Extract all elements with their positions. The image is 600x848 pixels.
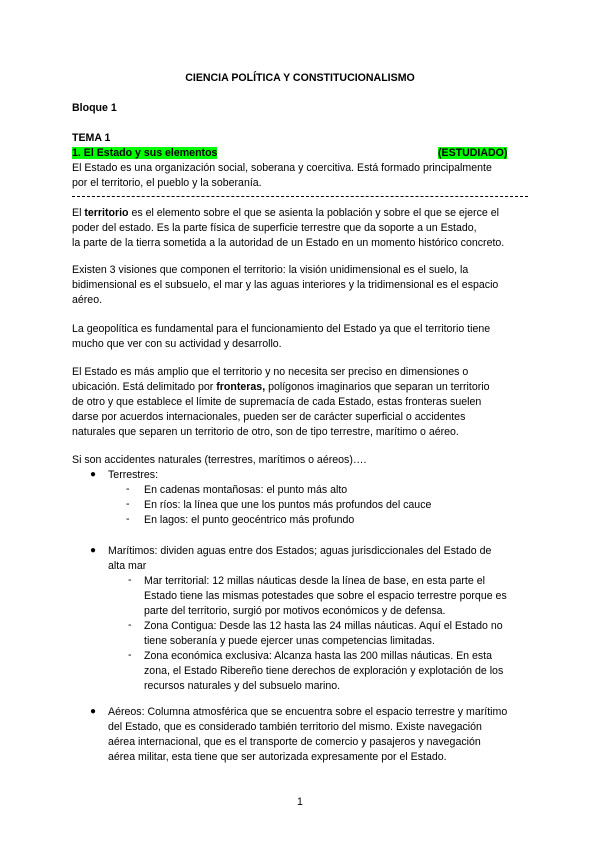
dash-icon: -: [128, 649, 132, 661]
terrestres-label: Terrestres:: [108, 469, 159, 481]
dash-icon: -: [126, 513, 130, 525]
fronteras-line: El Estado es más amplio que el territorio y no necesita ser preciso en dimensiones o: [72, 366, 469, 378]
maritimos-item: parte del territorio, surgió por motivos económicos y de defensa.: [144, 605, 446, 617]
page-number: 1: [297, 796, 303, 808]
status-tag: (ESTUDIADO): [438, 147, 508, 159]
visions-line: aéreo.: [72, 294, 103, 306]
dash-icon: -: [126, 498, 130, 510]
section-heading-row: [72, 146, 217, 161]
terrestres-item: En lagos: el punto geocéntrico más profundo: [144, 514, 355, 526]
document-title: CIENCIA POLÍTICA Y CONSTITUCIONALISMO: [185, 72, 415, 84]
block-heading: Bloque 1: [72, 102, 117, 114]
aereos-line: aérea internacional, que es el transporte de comercio y pasajeros y navegación: [108, 736, 481, 748]
intro-line: El Estado es una organización social, soberana y coercitiva. Está formado principalmente: [72, 162, 492, 174]
visions-line: bidimensional es el subsuelo, el mar y las aguas interiores y la tridimensional es el espacio: [72, 279, 499, 291]
maritimos-item: Mar territorial: 12 millas náuticas desde la línea de base, en esta parte el: [144, 575, 485, 587]
visions-line: Existen 3 visiones que componen el territorio: la visión unidimensional es el suelo, la: [72, 264, 469, 276]
territorio-paragraph-line: poder del estado. Es la parte física de superficie terrestre que da soporte a un Estado,: [72, 222, 477, 234]
aereos-line: Aéreos: Columna atmosférica que se encuentra sobre el espacio terrestre y marítimo: [108, 706, 508, 718]
intro-line: por el territorio, el pueblo y la soberanía.: [72, 177, 262, 189]
status-tag-row: [438, 146, 507, 161]
maritimos-item: Zona Contigua: Desde las 12 hasta las 24 millas náuticas. Aquí el Estado no: [144, 620, 503, 632]
geopolitica-line: mucho que ver con su actividad y desarrollo.: [72, 338, 282, 350]
terrestres-item: En ríos: la línea que une los puntos más profundos del cauce: [144, 499, 432, 511]
maritimos-label: alta mar: [108, 560, 147, 572]
dash-icon: -: [126, 483, 130, 495]
territorio-paragraph-line: El territorio es el elemento sobre el que se asienta la población y sobre el que se ejerce el: [72, 207, 499, 219]
fronteras-line: ubicación. Está delimitado por fronteras, polígonos imaginarios que separan un territorio: [72, 381, 490, 393]
section-divider: [72, 196, 528, 197]
geopolitica-line: La geopolítica es fundamental para el funcionamiento del Estado ya que el territorio tiene: [72, 323, 491, 335]
accidentes-intro: Si son accidentes naturales (terrestres, marítimos o aéreos)….: [72, 454, 367, 466]
maritimos-item: tiene soberanía y puede ejercer unas competencias limitadas.: [144, 635, 435, 647]
section-heading: 1. El Estado y sus elementos: [72, 147, 218, 159]
bullet-icon: ●: [90, 469, 97, 480]
maritimos-item: zona, el Estado Ribereño tiene derechos de exploración y explotación de los: [144, 665, 504, 677]
fronteras-line: de otro y que establece el límite de supremacía de cada Estado, estas fronteras suelen: [72, 396, 482, 408]
maritimos-item: Estado tiene las mismas potestades que sobre el espacio terrestre porque es: [144, 590, 507, 602]
bullet-icon: ●: [90, 706, 97, 717]
fronteras-term: fronteras,: [216, 381, 266, 393]
fronteras-line: naturales que separen un territorio de otro, son de tipo terrestre, marítimo o aéreo.: [72, 426, 459, 438]
bullet-icon: ●: [90, 545, 97, 556]
tema-heading: TEMA 1: [72, 132, 111, 144]
territorio-term: territorio: [84, 207, 129, 219]
dash-icon: -: [128, 619, 132, 631]
aereos-line: del Estado, que es considerado también territorio del mismo. Existe navegación: [108, 721, 482, 733]
territorio-paragraph-line: la parte de la tierra sometida a la autoridad de un Estado en un momento histórico concreto.: [72, 237, 505, 249]
dash-icon: -: [128, 574, 132, 586]
aereos-line: aérea militar, esta tiene que ser autorizada expresamente por el Estado.: [108, 751, 447, 763]
fronteras-line: darse por acuerdos internacionales, pueden ser de carácter superficial o accidentes: [72, 411, 466, 423]
maritimos-label: Marítimos: dividen aguas entre dos Estados; aguas jurisdiccionales del Estado de: [108, 545, 492, 557]
terrestres-item: En cadenas montañosas: el punto más alto: [144, 484, 348, 496]
maritimos-item: Zona económica exclusiva: Alcanza hasta las 200 millas náuticas. En esta: [144, 650, 493, 662]
maritimos-item: recursos naturales y del subsuelo marino.: [144, 680, 341, 692]
